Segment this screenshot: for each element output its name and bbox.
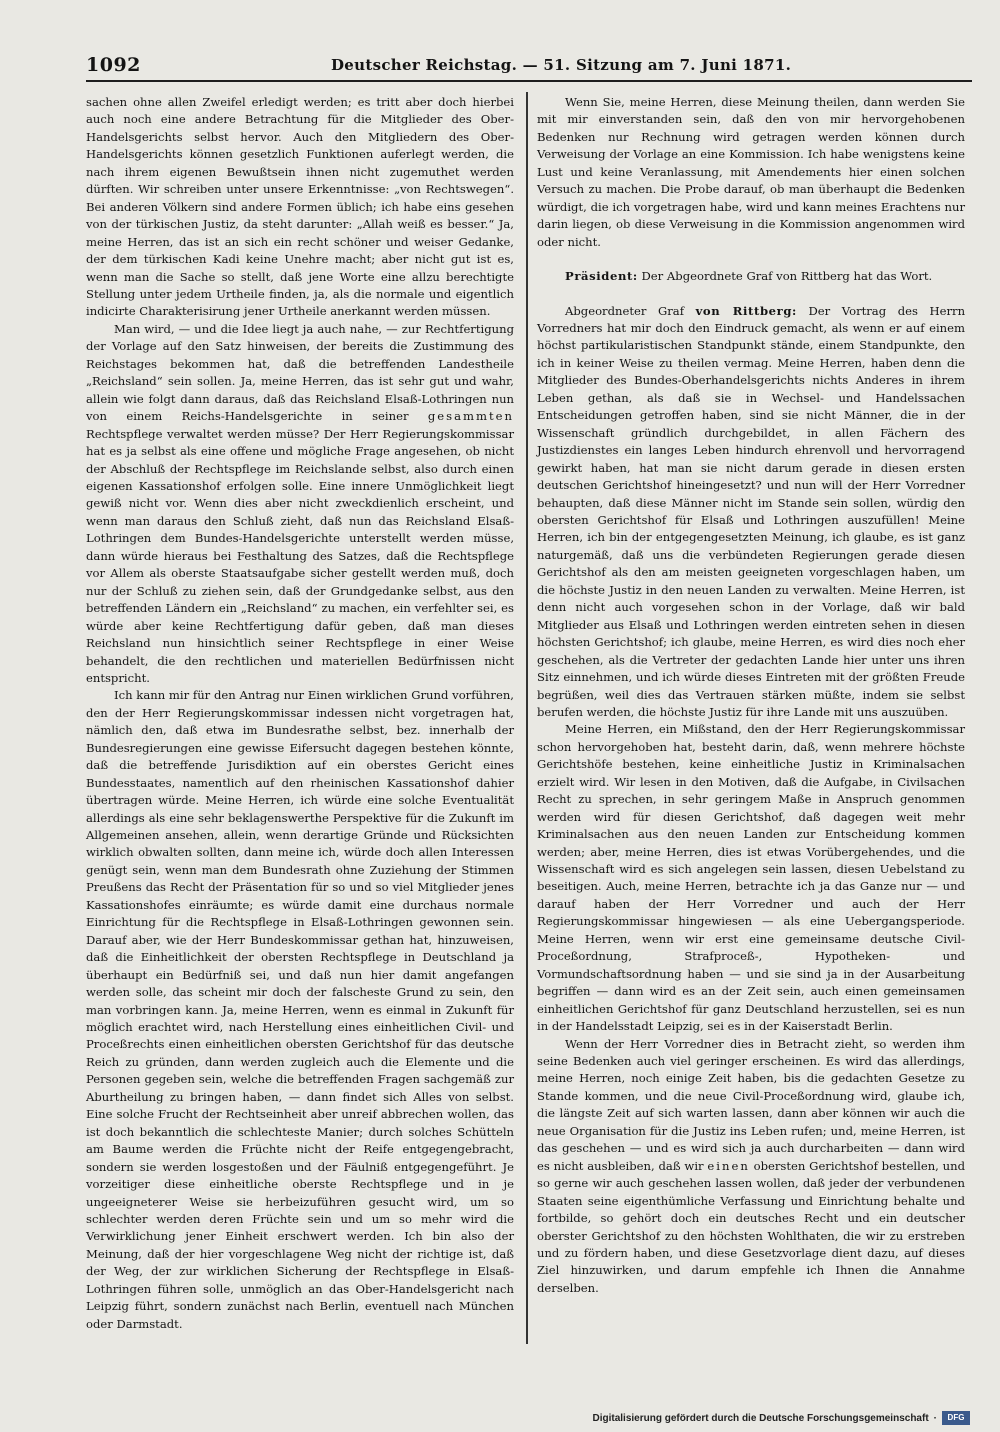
paragraph: Wenn Sie, meine Herren, diese Meinung theilen, dann werden Sie mit mir einverstanden sein, daß den von mir hervorgehobenen Bedenken nur Rechnung wird getragen werden können durch Verweisung der Vorlage an eine Kommission. Ich habe wenigstens keine Lust und keine Veranlassung, mit Amendements hier einen solchen Versuch zu machen. Die Probe darauf, ob man überhaupt die Bedenken würdigt, die ich vorgetragen habe, wird und kann meines Erachtens nur darin liegen, ob diese Verweisung in die Kommission angenommen wird oder nicht. <box>537 95 965 249</box>
paragraph-text: obersten Gerichtshof bestellen, und so gerne wir auch geschehen lassen wollen, daß jeder der verbundenen Staaten seine eigenthümliche Verfassung und Einrichtung behalte und fortbilde, so gehört doch ein deutsches Recht und ein deutscher oberster Gerichtshof zu den höchsten Wohlthaten, die wir zu erstreben und zu fördern haben, und diese Gesetzvorlage dient dazu, auf dieses Ziel hinzuwirken, und darum empfehle ich Ihnen die Annahme derselben. <box>537 1158 966 1295</box>
paragraph-text: Wenn der Herr Vorredner dies in Betracht zieht, so werden ihm seine Bedenken auch viel geringer erscheinen. Es wird das allerdings, meine Herren, noch einige Zeit haben, bis die gedachten Gesetze zu Stande kommen, und die neue Civil-Proceßordnung wird, glaube ich, die längste Zeit auf sich warten lassen, dann aber können wir auch die neue Organisation für die Justiz ins Leben rufen; und, meine Herren, ist das geschehen — und es wird sich ja auch durcharbeiten — dann wird es nicht ausbleiben, daß wir <box>537 1036 965 1173</box>
paragraph-text: Rechtspflege verwaltet werden müsse? Der Herr Regierungskommissar hat es ja selbst als eine offene und mögliche Frage angesehen, ob nicht der Abschluß der Rechtspflege im Reichslande selbst, also durch einen eigenen Kassationshof erfolgen solle. Eine innere Unmöglichkeit liegt gewiß nicht vor. Wenn dies aber nicht zweckdienlich erscheint, und wenn man daraus den Schluß zieht, daß nun das Reichsland Elsaß-Lothringen dem Bundes-Handelsgerichte unterstellt werden müsse, dann würde hieraus bei Festhaltung des Satzes, daß die Rechtspflege vor Allem als oberste Staatsaufgabe sicher gestellt werden muß, doch nur der Schluß zu ziehen sein, daß der Grundgedanke selbst, aus den betreffenden Ländern ein „Reichsland“ zu machen, ein verfehlter sei, es würde aber keine Rechtfertigung dafür geben, daß man dieses Reichsland nun hinsichtlich seiner Rechtspflege in einer Weise behandelt, die den rechtlichen und materiellen Bedürfnissen nicht entspricht. <box>86 426 514 685</box>
paragraph-text: Der Abgeordnete Graf von Rittberg hat das Wort. <box>641 269 933 284</box>
speaker-name: von Rittberg: <box>695 303 797 318</box>
paragraph <box>86 321 514 688</box>
paragraph-text: Der Vortrag des Herrn Vorredners hat mir doch den Eindruck gemacht, als wenn er auf einem höchst partikularistischen Standpunkt stände, einem Standpunkte, den ich in keiner Weise zu theilen vermag. Meine Herren, haben denn die Mitglieder des Bundes-Oberhandelsgerichts nichts Anderes in ihrem Leben gethan, als daß sie in Wechsel- und Handelssachen Entscheidungen getroffen haben, sind sie nicht Männer, die in der Wissenschaft gründlich durchgebildet, in allen Fächern des Justizdienstes ein langes Leben hindurch ehrenvoll und hervorragend gewirkt haben, hat man sie nicht darum gerade in diesen ersten deutschen Gerichtshof hineingesetzt? und nun will der Herr Vorredner behaupten, daß diese Männer nicht im Stande sein sollen, würdig den obersten Gerichtshof für Elsaß und Lothringen auszufüllen! Meine Herren, ich bin der entgegengesetzten Meinung, ich glaube, es ist ganz naturgemäß, daß uns die verbündeten Regierungen gerade diesen Gerichtshof als den am meisten geeigneten vorgeschlagen haben, um die höchste Justiz in den neuen Landen zu verwalten. Meine Herren, ist denn nicht auch vorgesehen schon in der Vorlage, daß wir bald Mitglieder aus Elsaß und Lothringen werden eintreten sehen in diesen höchsten Gerichtshof; ich glaube, meine Herren, es wird dies noch eher geschehen, als die Vertreter der gedachten Lande hier unter uns ihren Sitz einnehmen, und ich würde dieses Eintreten mit der größten Freude begrüßen, weil dies das Vertrauen stärken müßte, indem sie selbst berufen werden, die höchste Justiz für ihre Lande mit uns auszuüben. <box>537 303 966 719</box>
speaker-label: Präsident: <box>565 269 638 284</box>
speech-paragraph <box>537 303 965 722</box>
emphasized-word: gesammten <box>427 409 514 424</box>
right-column <box>537 94 965 1297</box>
paragraph: sachen ohne allen Zweifel erledigt werden; es tritt aber doch hierbei auch noch eine andere Betrachtung für die Mitglieder des Ober-Handelsgerichts selbst hervor. Auch den Mitgliedern des Ober-Handelsgerichts können gesetzlich Funktionen auferlegt werden, die nach ihrem eigenen Bewußtsein ihnen nicht zugemuthet werden dürften. Wir schreiben unter unsere Erkenntnisse: „von Rechtswegen“. Bei anderen Völkern sind andere Formen üblich; ich habe eins gesehen von der türkischen Justiz, da steht darunter: „Allah weiß es besser.“ Ja, meine Herren, das ist an sich ein recht schöner und weiser Gedanke, der dem türkischen Kadi keine Unehre macht; aber nicht gut ist es, wenn man die Sache so stellt, daß jene Worte eine allzu berechtigte Stellung unter jedem Urtheile finden, ja, als die normale und eigentlich indicirte Charakterisirung jener Urtheile anerkannt werden müssen. <box>86 95 514 319</box>
dfg-logo-icon: DFG <box>942 1411 970 1425</box>
president-statement <box>537 268 965 285</box>
running-head: Deutscher Reichstag. — 51. Sitzung am 7. Juni 1871. <box>331 56 792 74</box>
paragraph: Ich kann mir für den Antrag nur Einen wirklichen Grund vorführen, den der Herr Regierungskommissar indessen nicht vorgetragen hat, nämlich den, daß etwa im Bundesrathe selbst, bez. innerhalb der Bundesregierungen eine gewisse Eifersucht dagegen bestehen könnte, daß die betreffende Jurisdiktion auf ein oberstes Gericht eines Bundesstaates, namentlich auf den rheinischen Kassationshof dahier übertragen würde. Meine Herren, ich würde eine solche Eventualität allerdings als eine sehr beklagenswerthe Perspektive für die Zukunft im Allgemeinen ansehen, allein, wenn derartige Gründe und Rücksichten wirklich obwalten sollten, dann meine ich, würde doch allen Interessen genügt sein, wenn man dem Bundesrath ohne Zuziehung der Stimmen Preußens das Recht der Präsentation für so und so viel Mitglieder jenes Kassationshofes einräumte; es würde damit eine durchaus normale Einrichtung für die Rechtspflege in Elsaß-Lothringen gewonnen sein. Darauf aber, wie der Herr Bundeskommissar gethan hat, hinzuweisen, daß die Einheitlichkeit der obersten Rechtspflege in Deutschland ja überhaupt ein Bedürfniß sei, und daß nun hier damit angefangen werden solle, das scheint mir doch der falscheste Grund zu sein, den man vorbringen kann. Ja, meine Herren, wenn es einmal in Zukunft für möglich erachtet wird, nach Herstellung eines einheitlichen Civil- und Proceßrechts einen einheitlichen obersten Gerichtshof für das deutsche Reich zu gründen, dann werden zugleich auch die Elemente und die Personen gegeben sein, welche die betreffenden Fragen sachgemäß zur Aburtheilung zu bringen haben, — dann findet sich Alles von selbst. Eine solche Frucht der Rechtseinheit aber unreif abbrechen wollen, das ist doch bekanntlich die schlechteste Manier; durch solches Schütteln am Baume werden die Früchte nicht der Reife entgegengebracht, sondern sie werden losgestoßen und der Fäulniß entgegengeführt. Je vorzeitiger diese einheitliche oberste Rechtspflege und in je ungeeigneterer Weise sie herbeizuführen gesucht wird, um so schlechter werden deren Früchte sein und um so mehr wird die Verwirklichung jener Einheit erschwert werden. Ich bin also der Meinung, daß der hier vorgeschlagene Weg nicht der richtige ist, daß der Weg, der zur wirklichen Sicherung der Rechtspflege in Elsaß-Lothringen führen solle, unmöglich an das Ober-Handelsgericht nach Leipzig führt, sondern zunächst nach Berlin, eventuell nach München oder Darmstadt. <box>86 688 514 1331</box>
footer-separator: · <box>933 1412 937 1424</box>
page-header <box>86 54 972 80</box>
speaker-prefix: Abgeordneter Graf <box>565 303 684 318</box>
header-rule <box>86 80 972 82</box>
paragraph <box>537 1036 965 1298</box>
footer-credit: Digitalisierung gefördert durch die Deutsche Forschungsgemeinschaft <box>592 1412 929 1424</box>
column-divider <box>526 92 528 1344</box>
left-column <box>86 94 514 1333</box>
digitization-footer <box>592 1411 970 1425</box>
paragraph-text: Man wird, — und die Idee liegt ja auch nahe, — zur Rechtfertigung der Vorlage auf den Satz hinweisen, der bereits die Zustimmung des Reichstages bekommen hat, daß die betreffenden Landestheile „Reichsland“ sein sollen. Ja, meine Herren, das ist sehr gut und wahr, allein wie folgt dann daraus, daß das Reichsland Elsaß-Lothringen nun von einem Reichs-Handelsgerichte in seiner <box>86 321 514 424</box>
emphasized-word: einen <box>707 1158 750 1173</box>
paragraph: Meine Herren, ein Mißstand, den der Herr Regierungskommissar schon hervorgehoben hat, besteht darin, daß, wenn mehrere höchste Gerichtshöfe bestehen, keine einheitliche Justiz in Kriminalsachen erzielt wird. Wir lesen in den Motiven, daß die Aufgabe, in Civilsachen Recht zu sprechen, in sehr geringem Maße in Anspruch genommen werden wird für diesen Gerichtshof, daß dagegen weit mehr Kriminalsachen aus den neuen Landen zur Entscheidung kommen werden; aber, meine Herren, dies ist etwas Vorübergehendes, und die Wissenschaft wird es sich angelegen sein lassen, diesen Uebelstand zu beseitigen. Auch, meine Herren, betrachte ich ja das Ganze nur — und darauf haben der Herr Vorredner und auch der Herr Regierungskommissar hingewiesen — als eine Uebergangsperiode. Meine Herren, wenn wir erst eine gemeinsame deutsche Civil-Proceßordnung, Strafproceß-, Hypotheken- und Vormundschaftsordnung haben — und sie sind ja in der Ausarbeitung begriffen — dann wird es an der Zeit sein, auch einen gemeinsamen einheitlichen Gerichtshof für ganz Deutschland herzustellen, sei es nun in der Handelsstadt Leipzig, sei es in der Kaiserstadt Berlin. <box>537 722 965 1034</box>
page-number: 1092 <box>86 54 141 76</box>
